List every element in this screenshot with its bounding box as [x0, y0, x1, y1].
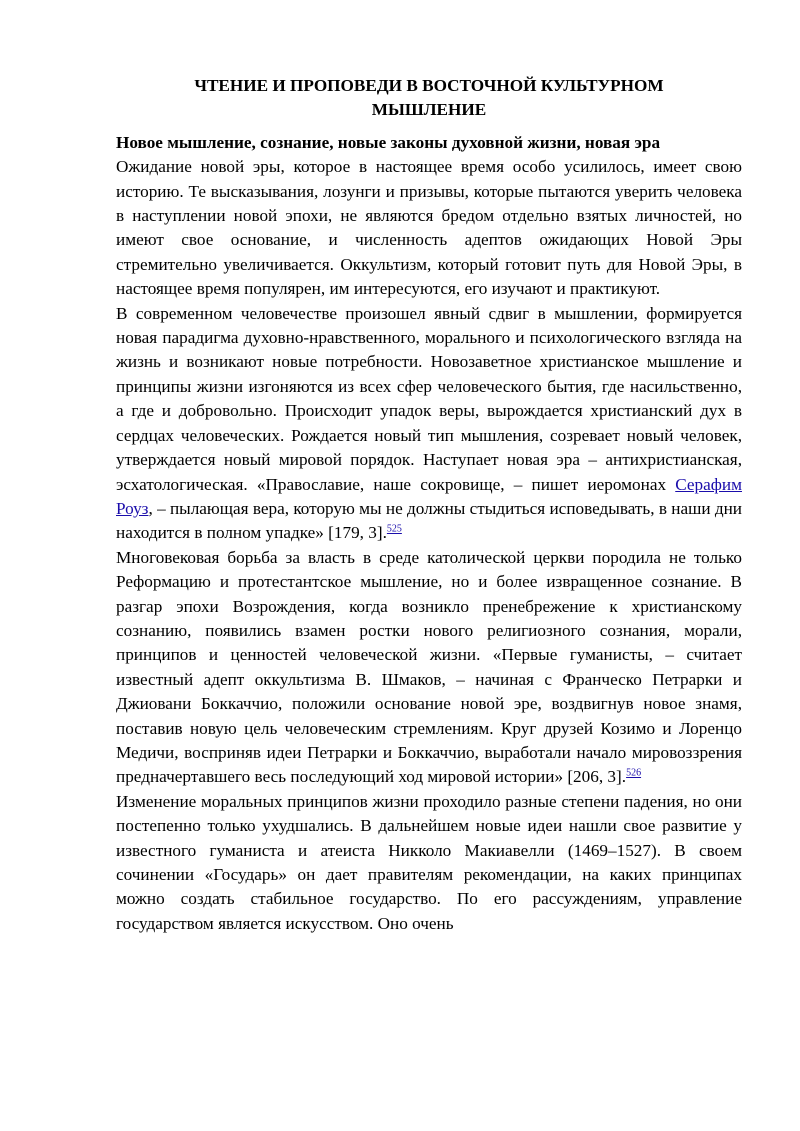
document-page — [116, 74, 742, 936]
paragraph-2-text-before: В современном человечестве произошел явный сдвиг в мышлении, формируется новая парадигма духовно-нравственного, морального и психологического взгляда на жизнь и возникают новые потребности. Новозаветное христианское мышление и принципы жизни изгоняются из всех сфер человеческого бытия, где насильственно, а где и добровольно. Происходит упадок веры, вырождается христианский дух в сердцах человеческих. Рождается новый тип мышления, созревает новый человек, утверждается новый мировой порядок. Наступает новая эра – антихристианская, эсхатологическая. «Православие, наше сокровище, – пишет иеромонах — [116, 303, 742, 494]
section-heading: Новое мышление, сознание, новые законы духовной жизни, новая эра — [116, 132, 661, 152]
paragraph-2 — [116, 302, 742, 546]
page-title: ЧТЕНИЕ И ПРОПОВЕДИ В ВОСТОЧНОЙ КУЛЬТУРНОМ МЫШЛЕНИЕ — [194, 76, 664, 120]
paragraph-1: Ожидание новой эры, которое в настоящее время особо усилилось, имеет свою историю. Те высказывания, лозунги и призывы, которые пытаются уверить человека в наступлении новой эпохи, не являются бредом отдельно взятых личностей, но имеют свое основание, и численность адептов ожидающих Новой Эры стремительно увеличивается. Оккультизм, который готовит путь для Новой Эры, в настоящее время популярен, им интересуются, его изучают и практикуют. — [116, 157, 742, 299]
paragraph-4: Изменение моральных принципов жизни проходило разные степени падения, но они постепенно только ухудшались. В дальнейшем новые идеи нашли свое развитие у известного гуманиста и атеиста Никколо Макиавелли (1469–1527). В своем сочинении «Государь» он дает правителям рекомендации, на каких принципах можно создать стабильное государство. По его рассуждениям, управление государством является искусством. Оно очень — [116, 791, 742, 933]
footnote-525-link[interactable]: 525 — [386, 523, 402, 535]
seraphim-rose-link[interactable]: Серафим Роуз — [116, 474, 742, 518]
paragraph-3 — [116, 546, 742, 790]
paragraph-3-text: Многовековая борьба за власть в среде католической церкви породила не только Реформацию и протестантское мышление, но и более извращенное сознание. В разгар эпохи Возрождения, когда возникло пренебрежение к христианскому сознанию, появились взамен ростки нового религиозного сознания, морали, принципов и ценностей человеческой жизни. «Первые гуманисты, – считает известный адепт оккультизма В. Шмаков, – начиная с Франческо Петрарки и Джиовани Боккаччио, положили основание новой эре, воздвигнув новое знамя, поставив новую цель человеческим стремлениям. Круг друзей Козимо и Лоренцо Медичи, восприняв идеи Петрарки и Боккаччио, выработали начало мировоззрения предначертавшего весь последующий ход мировой истории» [206, 3]. — [116, 547, 742, 787]
footnote-526-link[interactable]: 526 — [626, 767, 642, 779]
paragraph-2-text-after: , – пылающая вера, которую мы не должны стыдиться исповедывать, в наши дни находится в полном упадке» [179, 3]. — [116, 498, 742, 543]
